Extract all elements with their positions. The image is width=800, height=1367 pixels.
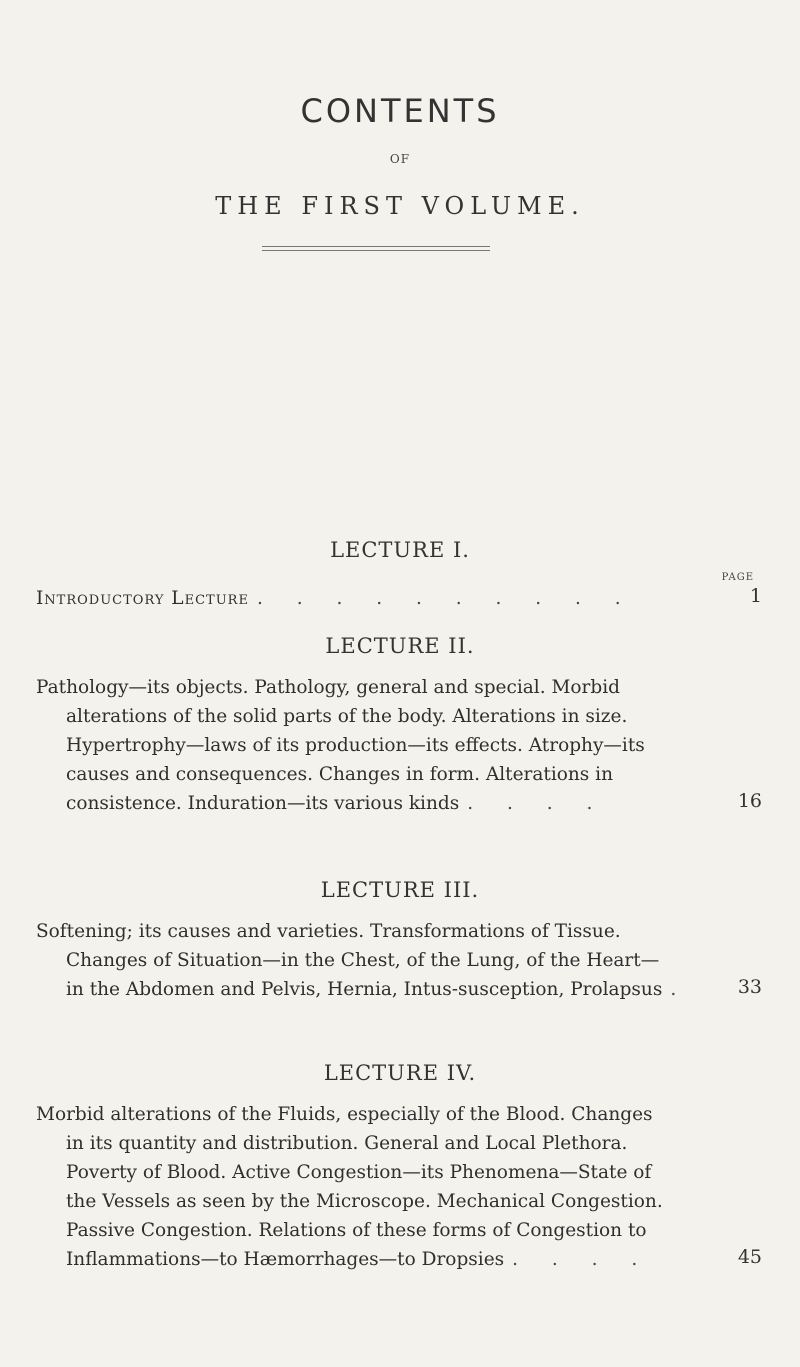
dot-leader: . [670, 979, 691, 1000]
lecture-3-last-text: in the Abdomen and Pelvis, Hernia, Intus-susception, Prolapsus [66, 979, 663, 1000]
lecture-1-line [36, 584, 728, 613]
lecture-4-entry [36, 1100, 728, 1274]
lecture-2-line: Hypertrophy—laws of its production—its effects. Atrophy—its [66, 735, 645, 756]
lecture-4-line: Morbid alterations of the Fluids, especially of the Blood. Changes [36, 1104, 653, 1125]
lecture-4-line: Passive Congestion. Relations of these forms of Congestion to [66, 1220, 647, 1241]
lecture-3-entry [36, 917, 728, 1004]
lecture-2-entry [36, 673, 728, 818]
volume-subtitle: THE FIRST VOLUME. [215, 192, 585, 220]
lecture-4-page-number: 45 [737, 1246, 762, 1268]
lecture-1-page-number: 1 [749, 585, 762, 607]
lecture-1-text: Introductory Lecture [36, 588, 249, 609]
dot-leader: . . . . [512, 1249, 652, 1270]
lecture-2-page-number: 16 [737, 790, 762, 812]
page-column-label: PAGE [721, 572, 754, 583]
lecture-3-line: Softening; its causes and varieties. Transformations of Tissue. [36, 921, 621, 942]
lecture-3-line: Changes of Situation—in the Chest, of the Lung, of the Heart— [66, 950, 660, 971]
lecture-3-heading: LECTURE III. [320, 878, 480, 902]
lecture-4-line: the Vessels as seen by the Microscope. Mechanical Congestion. [66, 1191, 663, 1212]
lecture-2-line: causes and consequences. Changes in form. Alterations in [66, 764, 613, 785]
lecture-4-heading: LECTURE IV. [323, 1061, 477, 1085]
lecture-4-line [36, 1245, 728, 1274]
lecture-2-line [36, 789, 728, 818]
dot-leader: . . . . . . . . . . [256, 588, 635, 609]
lecture-4-last-text: Inflammations—to Hæmorrhages—to Dropsies [66, 1249, 505, 1270]
lecture-2-line: alterations of the solid parts of the body. Alterations in size. [66, 706, 628, 727]
title-connector: OF [389, 152, 411, 166]
lecture-4-line: Poverty of Blood. Active Congestion—its Phenomena—State of [66, 1162, 652, 1183]
title-divider [262, 246, 490, 254]
dot-leader: . . . . [467, 793, 607, 814]
lecture-2-line: Pathology—its objects. Pathology, general and special. Morbid [36, 677, 620, 698]
lecture-4-line: in its quantity and distribution. General and Local Plethora. [66, 1133, 628, 1154]
lecture-2-heading: LECTURE II. [325, 634, 475, 658]
lecture-3-line [36, 975, 728, 1004]
lecture-1-entry [36, 584, 728, 613]
lecture-1-heading: LECTURE I. [330, 538, 470, 562]
lecture-3-page-number: 33 [737, 976, 762, 998]
page-title: CONTENTS [300, 92, 500, 130]
lecture-2-last-text: consistence. Induration—its various kinds [66, 793, 460, 814]
